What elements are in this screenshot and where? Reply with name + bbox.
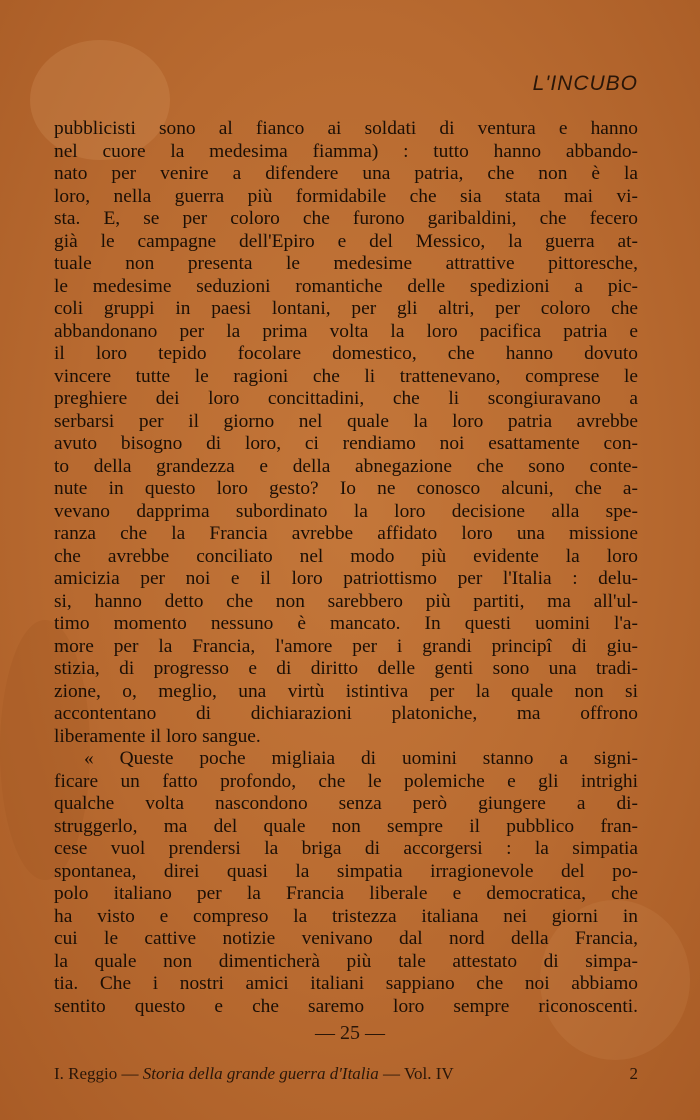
text-line: qualche volta nascondono senza però giungere a di- bbox=[54, 793, 638, 814]
text-line: stizia, di progresso e di diritto delle genti sono una tradi- bbox=[54, 658, 638, 679]
footer-book-title: Storia della grande guerra d'Italia bbox=[142, 1064, 379, 1083]
text-line: tia. Che i nostri amici italiani sappiano che noi abbiamo bbox=[54, 973, 638, 994]
text-line: avuto bisogno di loro, ci rendiamo noi esattamente con- bbox=[54, 433, 638, 454]
text-line: che avrebbe conciliato nel modo più evidente la loro bbox=[54, 545, 638, 567]
body-text bbox=[54, 118, 638, 1018]
text-line: ranza che la Francia avrebbe affidato loro una missione bbox=[54, 523, 638, 544]
text-line: vevano dapprima subordinato la loro decisione alla spe- bbox=[54, 500, 638, 522]
text-line: to della grandezza e della abnegazione che sono conte- bbox=[54, 455, 638, 477]
text-line: serbarsi per il giorno nel quale la loro patria avrebbe bbox=[54, 410, 638, 432]
text-line: amicizia per noi e il loro patriottismo per l'Italia : delu- bbox=[54, 568, 638, 589]
text-line: il loro tepido focolare domestico, che hanno dovuto bbox=[54, 343, 638, 364]
text-line: polo italiano per la Francia liberale e democratica, che bbox=[54, 883, 638, 904]
text-line: « Queste poche migliaia di uomini stanno a signi- bbox=[84, 748, 638, 769]
running-header: L'INCUBO bbox=[532, 72, 638, 95]
text-line: timo momento nessuno è mancato. In questi uomini l'a- bbox=[54, 613, 638, 634]
text-line: spontanea, direi quasi la simpatia irragionevole del po- bbox=[54, 860, 638, 882]
text-line: nato per venire a difendere una patria, che non è la bbox=[54, 163, 638, 184]
text-line: ha visto e compreso la tristezza italiana nei giorni in bbox=[54, 905, 638, 927]
text-line: vincere tutte le ragioni che li trattenevano, comprese le bbox=[54, 365, 638, 387]
text-line: si, hanno detto che non sarebbero più partiti, ma all'ul- bbox=[54, 590, 638, 612]
text-line: abbandonano per la prima volta la loro pacifica patria e bbox=[54, 320, 638, 342]
text-line: tuale non presenta le medesime attrattive pittoresche, bbox=[54, 253, 638, 274]
text-line: zione, o, meglio, una virtù istintiva per la quale non si bbox=[54, 680, 638, 702]
text-line: liberamente il loro sangue. bbox=[54, 725, 261, 747]
text-line: nute in questo loro gesto? Io ne conosco alcuni, che a- bbox=[54, 478, 638, 499]
text-line: cui le cattive notizie venivano dal nord della Francia, bbox=[54, 928, 638, 949]
page-number: — 25 — bbox=[315, 1022, 385, 1044]
text-line: more per la Francia, l'amore per i grandi principî di giu- bbox=[54, 635, 638, 657]
text-line: loro, nella guerra più formidabile che sia stata mai vi- bbox=[54, 185, 638, 207]
text-line: struggerlo, ma del quale non sempre il pubblico fran- bbox=[54, 815, 638, 837]
footer-dash: — bbox=[121, 1064, 139, 1083]
text-line: la quale non dimenticherà più tale attestato di simpa- bbox=[54, 950, 638, 972]
text-line: ficare un fatto profondo, che le polemiche e gli intrighi bbox=[54, 770, 638, 792]
footer-dash: — bbox=[383, 1064, 400, 1083]
footer-citation bbox=[54, 1064, 454, 1084]
text-line: coli gruppi in paesi lontani, per gli altri, per coloro che bbox=[54, 298, 638, 319]
text-line: sta. E, se per coloro che furono garibaldini, che fecero bbox=[54, 208, 638, 229]
text-line: preghiere dei loro concittadini, che li scongiuravano a bbox=[54, 388, 638, 409]
text-line: pubblicisti sono al fianco ai soldati di ventura e hanno bbox=[54, 118, 638, 139]
footer-signature bbox=[54, 1064, 638, 1084]
footer-author: I. Reggio bbox=[54, 1064, 118, 1083]
text-line: le medesime seduzioni romantiche delle spedizioni a pic- bbox=[54, 275, 638, 297]
text-line: nel cuore la medesima fiamma) : tutto hanno abbando- bbox=[54, 140, 638, 162]
footer-sheet-number: 2 bbox=[629, 1064, 638, 1083]
text-line: sentito questo e che saremo loro sempre riconoscenti. bbox=[54, 995, 638, 1017]
text-line: cese vuol prendersi la briga di accorgersi : la simpatia bbox=[54, 838, 638, 859]
text-line: già le campagne dell'Epiro e del Messico, la guerra at- bbox=[54, 230, 638, 252]
text-line: accontentano di dichiarazioni platoniche, ma offrono bbox=[54, 703, 638, 724]
footer-volume: Vol. IV bbox=[403, 1064, 454, 1083]
